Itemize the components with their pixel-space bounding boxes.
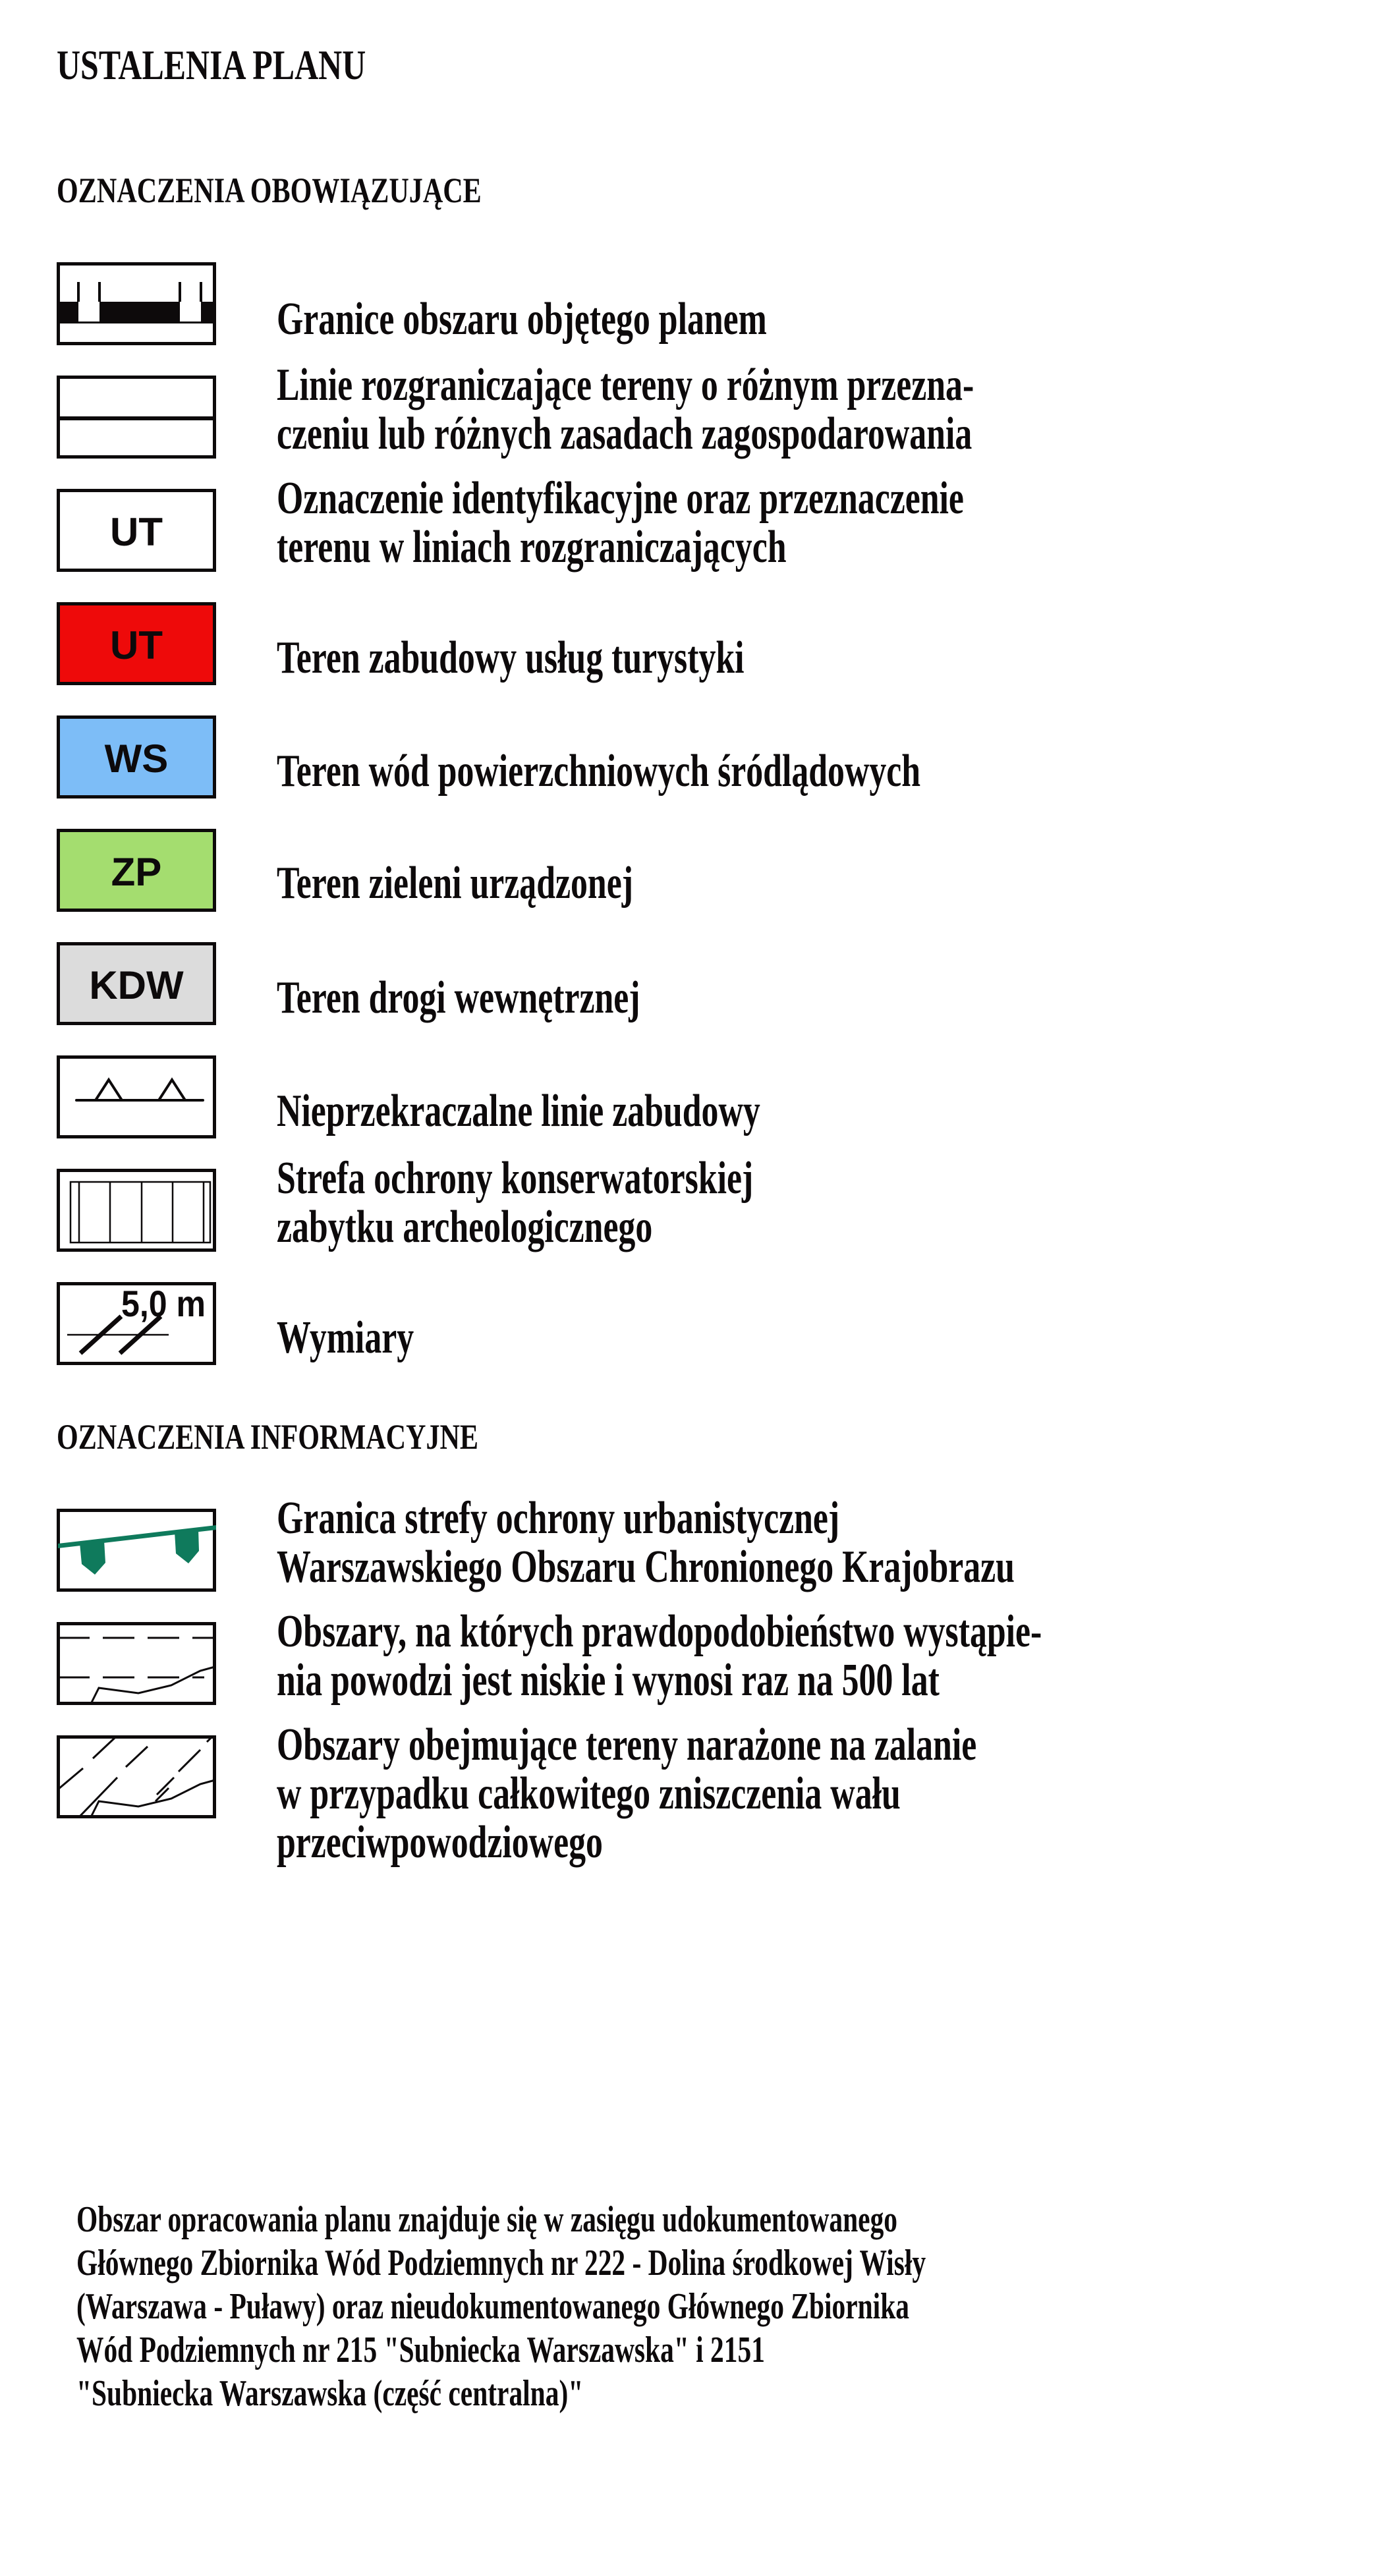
legend-text-line: czeniu lub różnych zasadach zagospodarowania — [277, 408, 972, 459]
note-line: (Warszawa - Puławy) oraz nieudokumentowanego Głównego Zbiornika — [76, 2286, 909, 2327]
legend-text-line: Nieprzekraczalne linie zabudowy — [277, 1086, 760, 1136]
note-line: Obszar opracowania planu znajduje się w zasięgu udokumentowanego — [76, 2199, 898, 2240]
legend-text-line: Obszary obejmujące tereny narażone na zalanie — [277, 1720, 977, 1770]
legend-label-surface-water — [277, 747, 920, 796]
dimension-label: 5,0 m — [121, 1283, 206, 1324]
plan-boundary-icon — [57, 262, 216, 345]
legend-text-line: Granice obszaru objętego planem — [277, 294, 767, 345]
note-line: Wód Podziemnych nr 215 "Subniecka Warszawska" i 2151 — [76, 2330, 765, 2370]
surface-water-swatch-icon — [57, 715, 216, 798]
legend-label-urban-protection — [277, 1494, 1015, 1592]
legend-text-line: Granica strefy ochrony urbanistycznej — [277, 1493, 840, 1544]
identifier-code: UT — [110, 510, 163, 554]
legend-text-line: Strefa ochrony konserwatorskiej — [277, 1153, 754, 1204]
legend-text-line: Linie rozgraniczające tereny o różnym przezna- — [277, 360, 974, 410]
legend-text-line: w przypadku całkowitego zniszczenia wału — [277, 1768, 901, 1819]
legend-label-dividing-lines — [277, 361, 974, 459]
swatch-code: WS — [104, 737, 169, 781]
tourism-services-swatch-icon — [57, 602, 216, 685]
legend-label-green-area — [277, 859, 633, 908]
legend-text-line: Teren wód powierzchniowych śródlądowych — [277, 746, 921, 797]
legend-text-line: Oznaczenie identyfikacyjne oraz przeznaczenie — [277, 473, 964, 524]
page-title: USTALENIA PLANU — [57, 42, 366, 88]
legend-text-line: terenu w liniach rozgraniczających — [277, 522, 787, 573]
note-line: "Subniecka Warszawska (część centralna)" — [76, 2373, 584, 2414]
identifier-box-icon — [57, 489, 216, 572]
dividing-line-icon — [57, 376, 216, 459]
levee-failure-flood-icon — [57, 1735, 216, 1818]
section-heading-binding: OZNACZENIA OBOWIĄZUJĄCE — [57, 171, 482, 210]
legend-text-line: nia powodzi jest niskie i wynosi raz na 500 lat — [277, 1655, 940, 1706]
legend-text-line: Warszawskiego Obszaru Chronionego Krajobrazu — [277, 1542, 1015, 1592]
swatch-code: KDW — [89, 963, 184, 1007]
swatch-code: UT — [110, 623, 163, 667]
internal-road-swatch-icon — [57, 942, 216, 1025]
legend-label-levee-failure — [277, 1721, 976, 1867]
legend-text-line: Teren zieleni urządzonej — [277, 858, 633, 909]
green-area-swatch-icon — [57, 829, 216, 912]
legend-text-line: Wymiary — [277, 1312, 414, 1363]
groundwater-note — [76, 2198, 926, 2415]
legend-text-line: zabytku archeologicznego — [277, 1202, 653, 1252]
building-line-icon — [57, 1055, 216, 1138]
swatch-code: ZP — [111, 850, 162, 894]
flood-500-year-icon — [57, 1622, 216, 1705]
legend-label-flood-500 — [277, 1608, 1042, 1705]
legend-label-building-lines — [277, 1087, 760, 1136]
legend-label-dimensions — [277, 1314, 414, 1362]
legend-text-line: Teren zabudowy usług turystyki — [277, 632, 745, 683]
legend-label-plan-boundary — [277, 295, 767, 344]
legend-text-line: Obszary, na których prawdopodobieństwo wystąpie- — [277, 1606, 1042, 1657]
legend-label-conservation-zone — [277, 1154, 753, 1252]
urban-protection-boundary-icon — [57, 1509, 216, 1592]
legend-text-line: przeciwpowodziowego — [277, 1817, 603, 1868]
legend-label-internal-road — [277, 974, 640, 1022]
note-line: Głównego Zbiornika Wód Podziemnych nr 222 - Dolina środkowej Wisły — [76, 2243, 926, 2283]
legend-label-identifier — [277, 474, 964, 572]
legend-text-line: Teren drogi wewnętrznej — [277, 972, 640, 1023]
conservation-zone-icon — [57, 1169, 216, 1252]
dimension-icon — [57, 1282, 216, 1365]
legend-label-tourism — [277, 634, 745, 683]
section-heading-informational: OZNACZENIA INFORMACYJNE — [57, 1417, 479, 1457]
